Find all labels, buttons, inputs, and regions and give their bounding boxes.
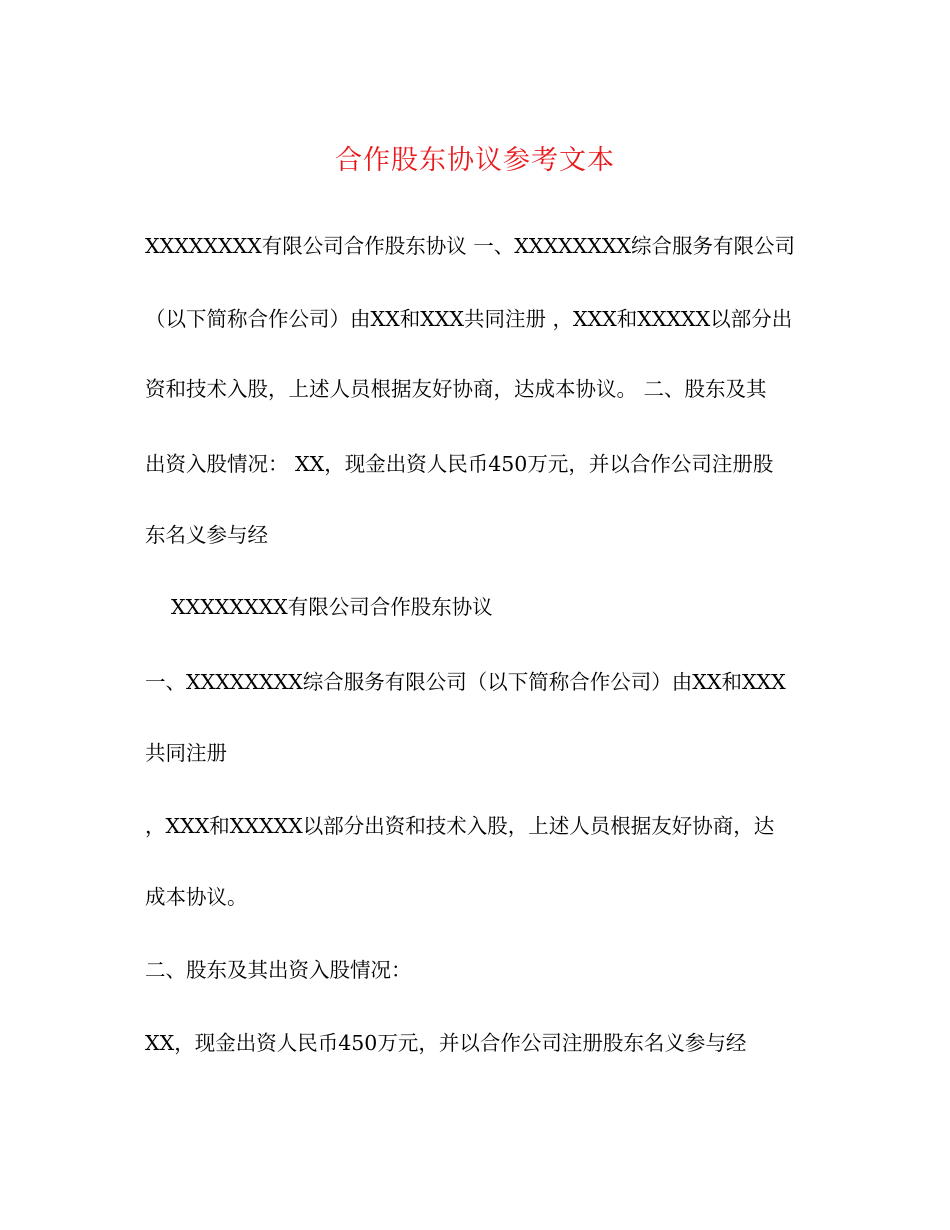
- section-heading: XXXXXXXX有限公司合作股东协议: [171, 595, 493, 619]
- text-line: 成本协议。: [145, 885, 248, 909]
- text-line: 共同注册: [145, 741, 227, 765]
- text-line: 东名义参与经: [145, 523, 268, 547]
- text-line: 一、XXXXXXXX综合服务有限公司（以下简称合作公司）由XX和XXX: [145, 670, 786, 694]
- text-line: 出资入股情况： XX，现金出资人民币450万元，并以合作公司注册股: [145, 452, 774, 476]
- text-line: 二、股东及其出资入股情况：: [145, 958, 412, 982]
- document-title: 合作股东协议参考文本: [335, 145, 615, 176]
- text-line: XX，现金出资人民币450万元，并以合作公司注册股东名义参与经: [145, 1031, 747, 1055]
- text-line: （以下简称合作公司）由XX和XXX共同注册 ，XXX和XXXXX以部分出: [145, 307, 793, 331]
- text-line: XXXXXXXX有限公司合作股东协议 一、XXXXXXXX综合服务有限公司: [145, 234, 796, 258]
- text-line: 资和技术入股，上述人员根据友好协商，达成本协议。 二、股东及其: [145, 377, 767, 401]
- text-line: ，XXX和XXXXX以部分出资和技术入股，上述人员根据友好协商，达: [145, 814, 775, 838]
